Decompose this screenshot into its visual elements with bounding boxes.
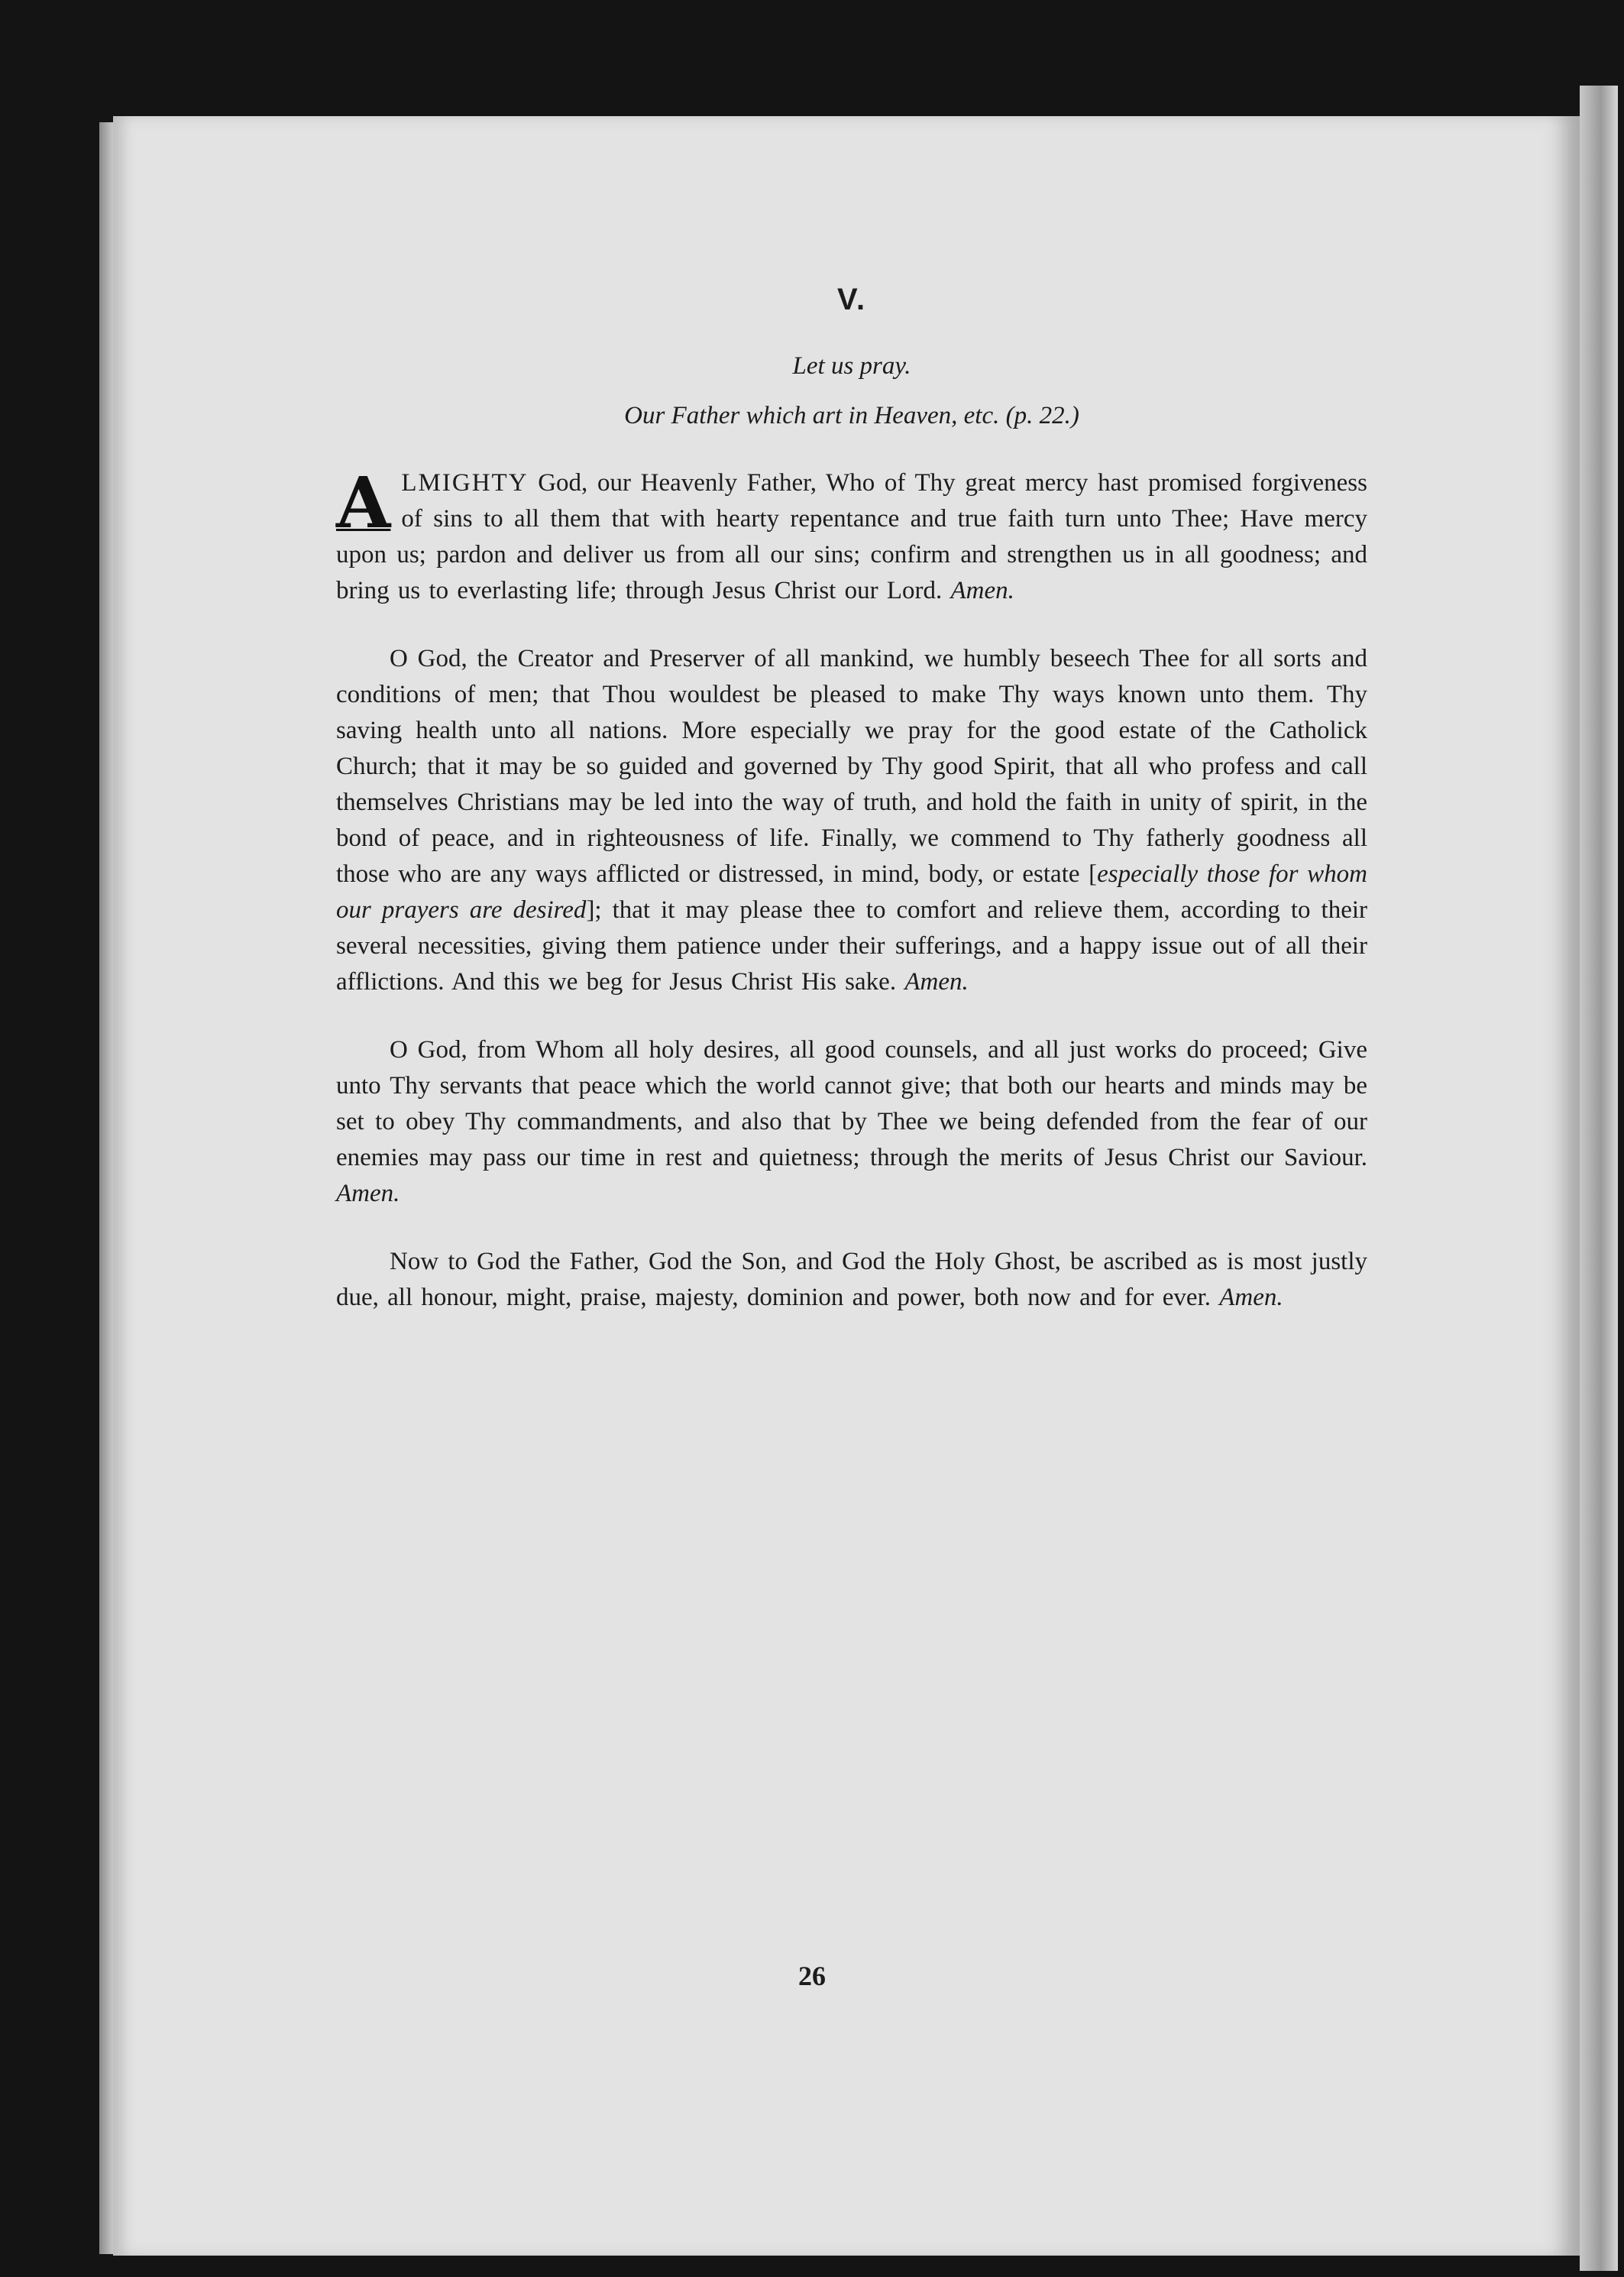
prayer-4-amen: Amen. <box>1219 1284 1283 1311</box>
lords-prayer-reference: Our Father which art in Heaven, etc. (p. 22.) <box>624 402 1079 429</box>
page-right-edge <box>1580 86 1618 2271</box>
prayer-2-body-part2: ]; that it may please thee to comfort and relieve them, according to their several necessities, giving them patience under their sufferings, and a happy issue out of all their afflictions. And this we beg for Jesus Christ His sake. <box>336 896 1367 996</box>
prayer-4 <box>336 1244 1367 1316</box>
prayer-2-bracket-italic: especially those for whom our prayers are desired <box>336 860 1368 924</box>
let-us-pray-line: Let us pray. <box>792 352 911 380</box>
page-text <box>336 283 1367 1348</box>
prayer-2-body-part1: O God, the Creator and Preserver of all mankind, we humbly beseech Thee for all sorts and conditions of men; that Thou wouldest be pleased to make Thy ways known unto them. Thy saving health unto all nations. More especially we pray for the good estate of the Catholick Church; that it may be so guided and governed by Thy good Spirit, that all who profess and call themselves Christians may be led into the way of truth, and hold the faith in unity of spirit, in the bond of peace, and in righteousness of life. Finally, we commend to Thy fatherly goodness all those who are any ways afflicted or distressed, in mind, body, or estate [ <box>336 645 1367 888</box>
prayer-2 <box>336 641 1367 1000</box>
prayer-1-first-word: LMIGHTY <box>401 469 529 497</box>
section-heading: V. <box>836 283 867 316</box>
prayer-3-amen: Amen. <box>336 1180 400 1207</box>
prayer-4-body: Now to God the Father, God the Son, and God the Holy Ghost, be ascribed as is most justly due, all honour, might, praise, majesty, dominion and power, both now and for ever. <box>336 1248 1367 1311</box>
drop-cap-initial: A <box>336 462 391 544</box>
prayer-1 <box>336 462 1367 609</box>
prayer-2-amen: Amen. <box>904 968 969 996</box>
page-left-edge <box>99 122 115 2254</box>
prayer-1-amen: Amen. <box>950 577 1014 604</box>
page-number: 26 <box>798 1961 826 1991</box>
prayer-3 <box>336 1032 1367 1212</box>
prayer-1-body: God, our Heavenly Father, Who of Thy great mercy hast promised forgiveness of sins to all them that with hearty repentance and true faith turn unto Thee; Have mercy upon us; pardon and deliver us from all our sins; confirm and strengthen us in all goodness; and bring us to everlasting life; through Jesus Christ our Lord. <box>336 469 1367 604</box>
prayer-3-body: O God, from Whom all holy desires, all good counsels, and all just works do proceed; Give unto Thy servants that peace which the world cannot give; that both our hearts and minds may be set to obey Thy commandments, and also that by Thee we being defended from the fear of our enemies may pass our time in rest and quietness; through the merits of Jesus Christ our Saviour. <box>336 1036 1367 1171</box>
